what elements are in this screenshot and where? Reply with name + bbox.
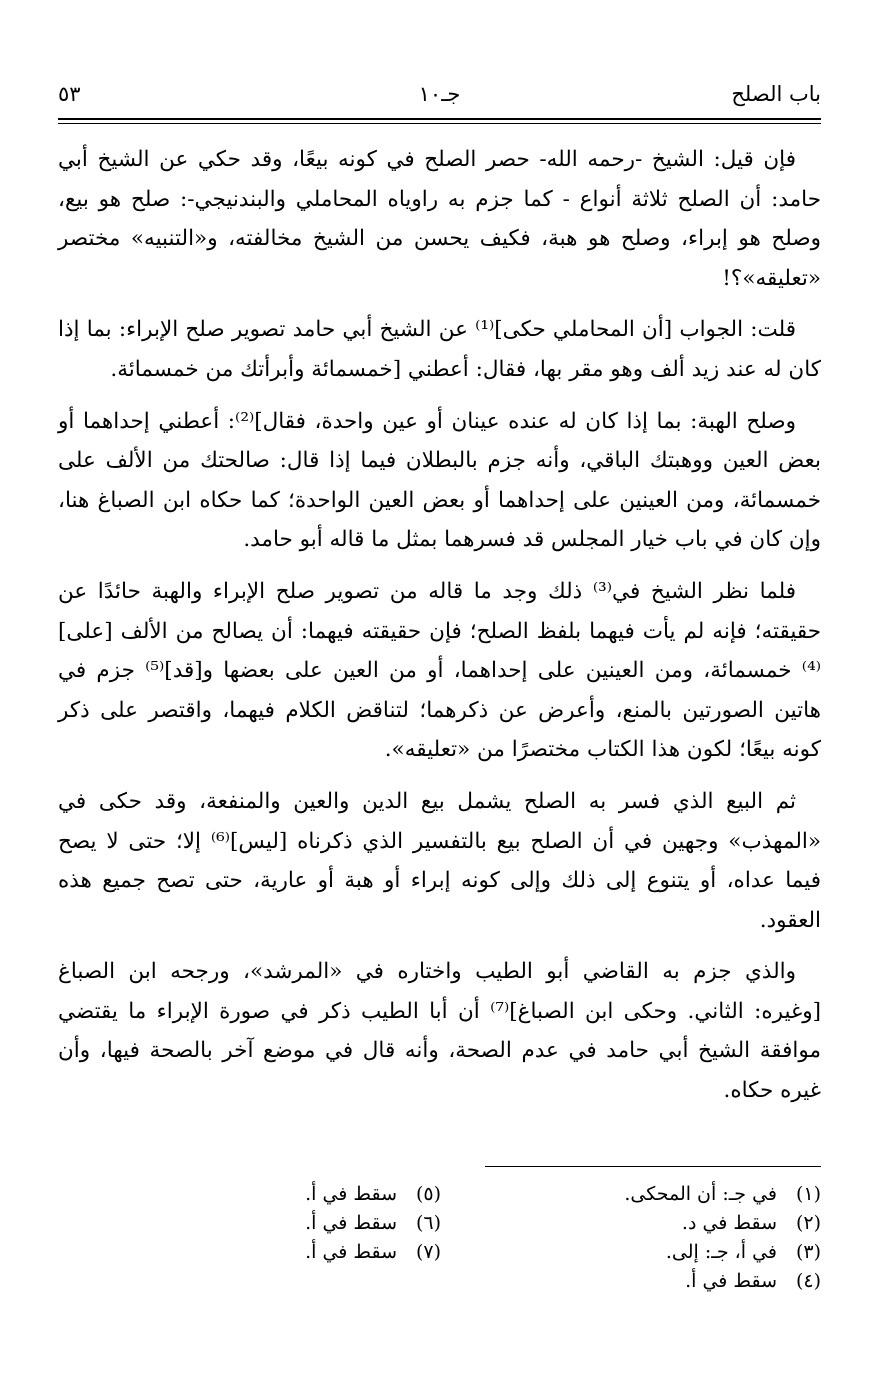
footnote-number: (٧) xyxy=(415,1241,441,1263)
footnote-text: في جـ: أن المحكى. xyxy=(624,1183,777,1205)
footnote-number: (٢) xyxy=(795,1212,821,1234)
footnote xyxy=(461,1267,821,1296)
footnotes-column-right xyxy=(461,1180,821,1296)
footnote-text: سقط في أ. xyxy=(305,1241,397,1263)
footnote xyxy=(461,1238,821,1267)
footnote-number: (٤) xyxy=(795,1270,821,1292)
footnote-text: في أ، جـ: إلى. xyxy=(665,1241,777,1263)
chapter-title: باب الصلح xyxy=(731,82,821,106)
footnote xyxy=(81,1209,441,1238)
footnote-number: (٣) xyxy=(795,1241,821,1263)
volume-label: جـ١٠ xyxy=(418,82,461,106)
running-header xyxy=(58,82,821,114)
paragraph: ثم البيع الذي فسر به الصلح يشمل بيع الدين والعين والمنفعة، وقد حكى في «المهذب» وجهين في أن الصلح بيع بالتفسير الذي ذكرناه [ليس]⁽⁶⁾ إلا؛ حتى لا يصح فيما عداه، أو يتنوع إلى ذلك وإلى كونه إبراء أو هبة أو عارية، حتى تصح جميع هذه العقود. xyxy=(58,788,821,933)
footnote-number: (١) xyxy=(795,1183,821,1205)
footnote-number: (٥) xyxy=(415,1183,441,1205)
footnote xyxy=(81,1180,441,1209)
paragraph: فإن قيل: الشيخ -رحمه الله- حصر الصلح في كونه بيعًا، وقد حكي عن الشيخ أبي حامد: أن الصلح ثلاثة أنواع - كما جزم به راوياه المحاملي والبندنيجي-: صلح هو بيع، وصلح هو إبراء، وصلح هو هبة، فكيف يحسن من الشيخ مخالفته، و«التنبيه» مختصر «تعليقه»؟! xyxy=(58,147,821,291)
footnotes-column-left xyxy=(81,1180,441,1267)
footnote-text: سقط في د. xyxy=(681,1212,777,1234)
footnote xyxy=(81,1238,441,1267)
footnote xyxy=(461,1180,821,1209)
footnote-text: سقط في أ. xyxy=(685,1270,777,1292)
footnote-number: (٦) xyxy=(415,1212,441,1234)
footnote-text: سقط في أ. xyxy=(305,1183,397,1205)
paragraph: فلما نظر الشيخ في⁽³⁾ ذلك وجد ما قاله من تصوير صلح الإبراء والهبة حائدًا عن حقيقته؛ فإنه لم يأت فيهما بلفظ الصلح؛ فإن حقيقته فيهما: أن يصالح من الألف [على]⁽⁴⁾ خمسمائة، ومن العينين على إحداهما، أو من العين على بعضها و[قد]⁽⁵⁾ جزم في هاتين الصورتين بالمنع، وأعرض عن ذكرهما؛ لتناقض الكلام فيهما، واقتصر على ذكر كونه بيعًا؛ لكون هذا الكتاب مختصرًا من «تعليقه». xyxy=(58,578,821,763)
paragraph: قلت: الجواب [أن المحاملي حكى]⁽¹⁾ عن الشيخ أبي حامد تصوير صلح الإبراء: بما إذا كان له عند زيد ألف وهو مقر بها، فقال: أعطني [خمسمائة وأبرأتك من خمسمائة. xyxy=(58,317,821,382)
paragraph: وصلح الهبة: بما إذا كان له عنده عينان أو عين واحدة، فقال]⁽²⁾: أعطني إحداهما أو بعض العين ووهبتك الباقي، وأنه جزم بالبطلان فيما إذا قال: صالحتك من الألف على خمسمائة، ومن العينين على إحداهما أو بعض العين الواحدة؛ كما حكاه ابن الصباغ هنا، وإن كان في باب خيار المجلس قد فسرهما بمثل ما قاله أبو حامد. xyxy=(58,408,821,553)
page-number: ٥٣ xyxy=(58,82,81,106)
header-rule-thin xyxy=(58,123,821,124)
footnote-separator xyxy=(485,1166,821,1167)
footnote xyxy=(461,1209,821,1238)
header-rule-thick xyxy=(58,118,821,120)
paragraph: والذي جزم به القاضي أبو الطيب واختاره في «المرشد»، ورجحه ابن الصباغ [وغيره: الثاني. وحكى ابن الصباغ]⁽⁷⁾ أن أبا الطيب ذكر في صورة الإبراء ما يقتضي موافقة الشيخ أبي حامد في عدم الصحة، وأنه قال في موضع آخر بالصحة فيها، وأن غيره حكاه. xyxy=(58,959,821,1104)
footnote-text: سقط في أ. xyxy=(305,1212,397,1234)
main-text xyxy=(58,140,821,1123)
